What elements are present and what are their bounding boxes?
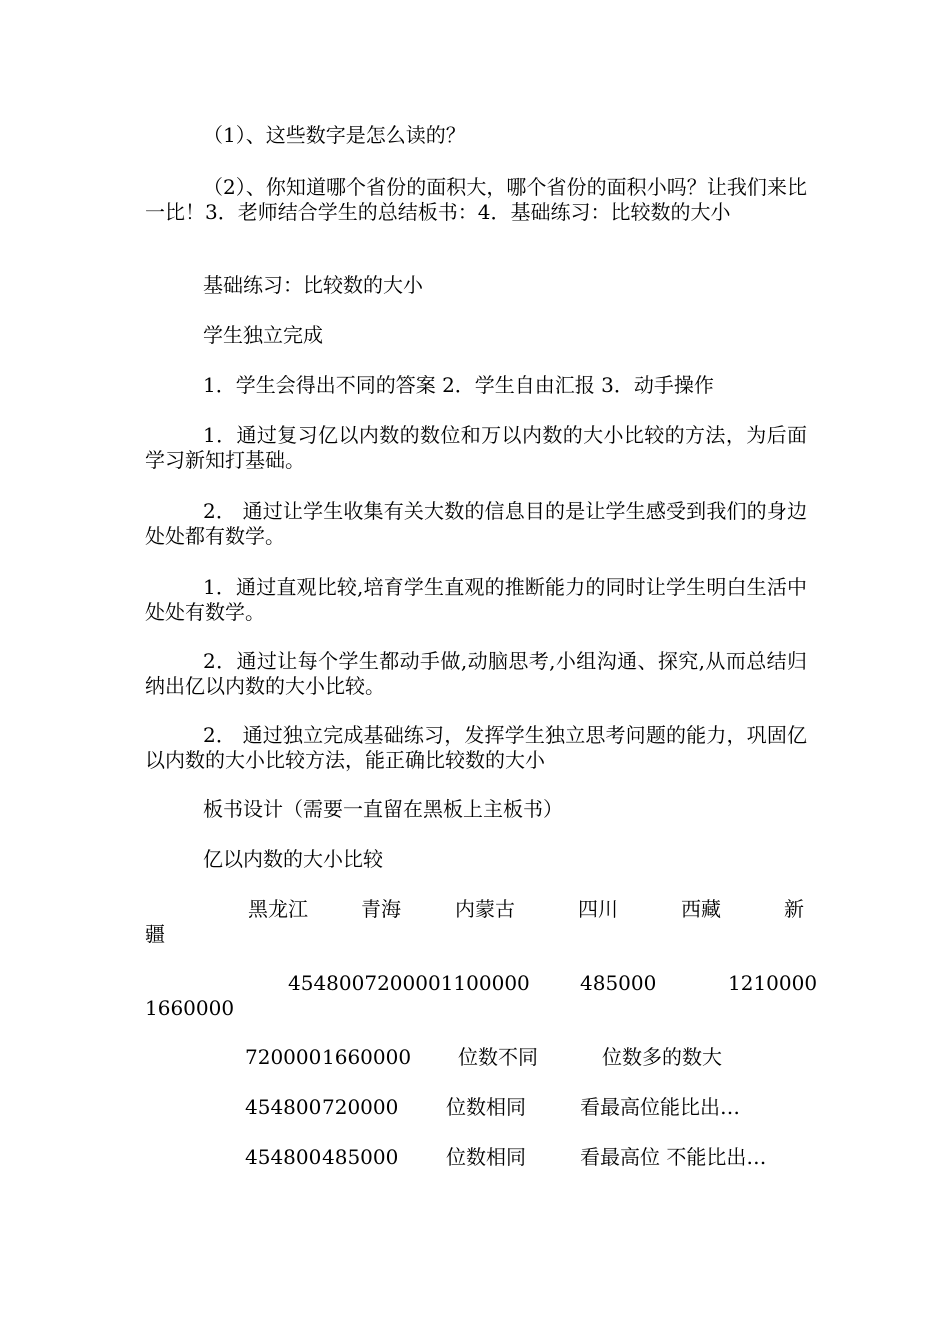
paragraph-goal-4: 2．通过让每个学生都动手做,动脑思考,小组沟通、探究,从而总结归纳出亿以内数的大小比较。 (145, 649, 807, 698)
area-value: 1660000 (145, 996, 235, 1020)
province-name: 黑龙江 (248, 897, 308, 921)
compare-a: 454800 (245, 1145, 322, 1169)
paragraph-independent: 学生独立完成 (203, 323, 323, 347)
compare-b: 485000 (322, 1145, 399, 1169)
compare-a: 720000 (245, 1045, 322, 1069)
paragraph-board-title: 亿以内数的大小比较 (203, 847, 383, 871)
province-name: 新 (784, 897, 804, 921)
paragraph-q1: （1）、这些数字是怎么读的？ (203, 123, 466, 147)
paragraph-goal-5: 2． 通过独立完成基础练习，发挥学生独立思考问题的能力，巩固亿以内数的大小比较方法，能正确比较数的大小 (145, 723, 807, 772)
paragraph-board-design: 板书设计（需要一直留在黑板上主板书） (203, 797, 563, 821)
compare-b: 1660000 (322, 1045, 412, 1069)
paragraph-basic-practice: 基础练习：比较数的大小 (203, 273, 423, 297)
compare-b: 720000 (322, 1095, 399, 1119)
paragraph-goal-2: 2． 通过让学生收集有关大数的信息目的是让学生感受到我们的身边处处都有数学。 (145, 499, 807, 548)
compare-rule: 位数不同 (458, 1045, 538, 1069)
compare-a: 454800 (245, 1095, 322, 1119)
province-name: 青海 (361, 897, 401, 921)
compare-rule: 位数相同 (446, 1145, 526, 1169)
province-name: 内蒙古 (455, 897, 515, 921)
paragraph-goal-3: 1．通过直观比较,培育学生直观的推断能力的同时让学生明白生活中处处有数学。 (145, 575, 807, 624)
compare-result: 看最高位能比出… (580, 1095, 740, 1119)
area-value: 1210000 (728, 971, 818, 995)
area-value: 4548007200001100000 (288, 971, 530, 995)
compare-result: 看最高位 不能比出… (580, 1145, 767, 1169)
paragraph-goal-1: 1．通过复习亿以内数的数位和万以内数的大小比较的方法，为后面学习新知打基础。 (145, 423, 807, 472)
compare-rule: 位数相同 (446, 1095, 526, 1119)
province-name: 西藏 (681, 897, 721, 921)
area-value: 485000 (580, 971, 657, 995)
compare-result: 位数多的数大 (602, 1045, 722, 1069)
paragraph-student-activities: 1．学生会得出不同的答案 2．学生自由汇报 3．动手操作 (203, 373, 714, 397)
province-name: 疆 (145, 922, 165, 946)
province-name: 四川 (578, 897, 618, 921)
paragraph-q2: （2）、你知道哪个省份的面积大，哪个省份的面积小吗？让我们来比一比！3．老师结合学生的总结板书：4．基础练习：比较数的大小 (145, 175, 807, 224)
